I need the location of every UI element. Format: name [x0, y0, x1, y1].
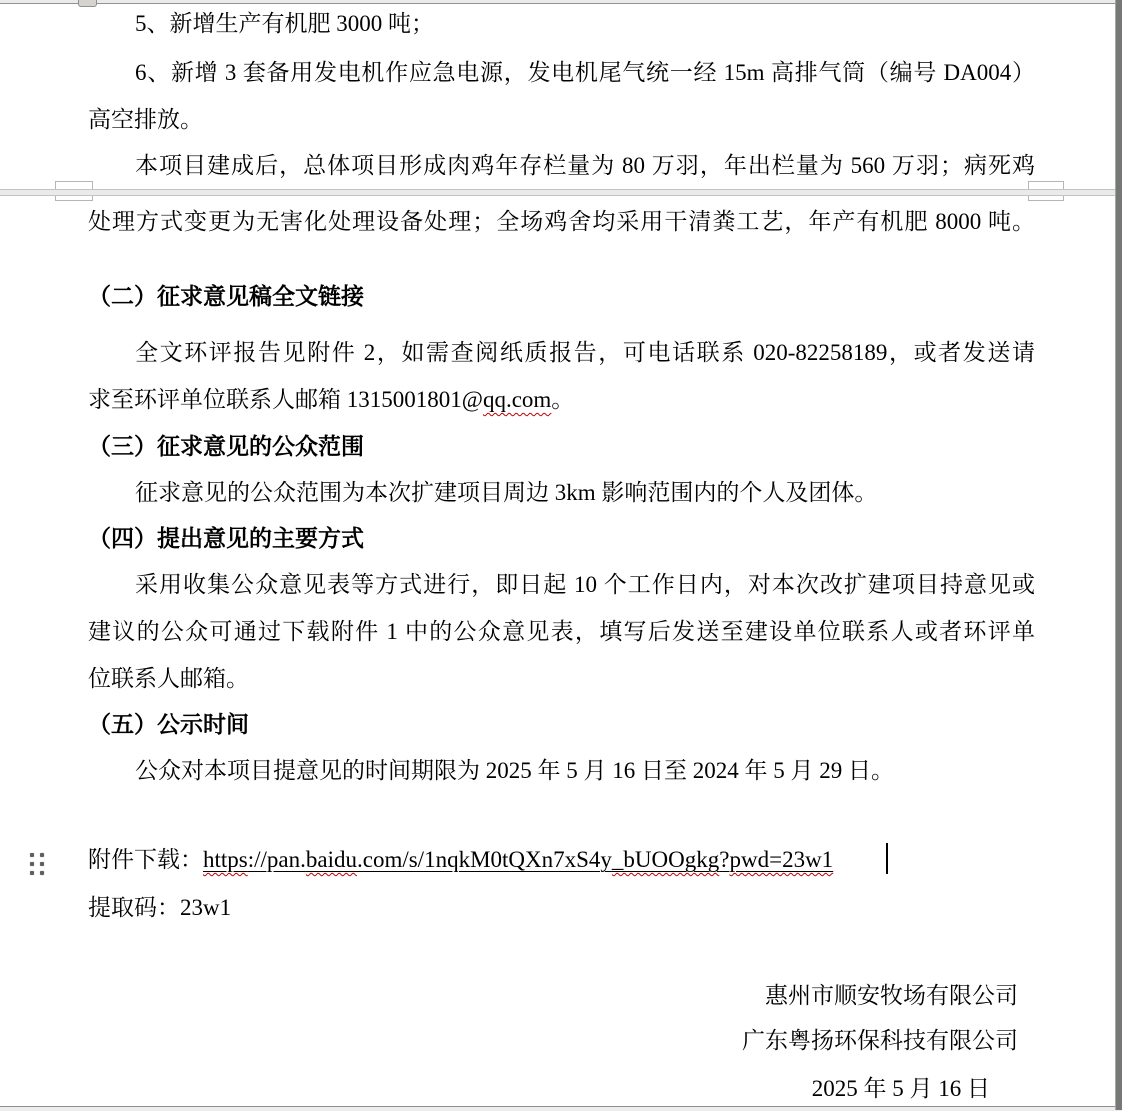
top-page-tab	[78, 0, 97, 7]
paragraph-line: 位联系人邮箱。	[88, 666, 249, 691]
text-cursor	[886, 843, 888, 874]
url-segment: ://pan.	[247, 847, 306, 872]
paragraph-line: 高空排放。	[88, 107, 203, 132]
drag-handle-dot	[40, 853, 44, 857]
signature-company-1: 惠州市顺安牧场有限公司	[765, 983, 1018, 1008]
drag-handle-dot	[30, 871, 34, 875]
section-heading-2: （二）征求意见稿全文链接	[88, 284, 364, 309]
paragraph-drag-handle[interactable]	[30, 853, 44, 875]
email-domain-misspell: qq.com	[482, 387, 552, 412]
email-text-pre: 求至环评单位联系人邮箱 1315001801@	[88, 387, 483, 412]
attachment-link[interactable]	[203, 847, 833, 872]
paragraph-line: 全文环评报告见附件 2，如需查阅纸质报告，可电话联系 020-82258189，或者发送请	[135, 340, 1035, 365]
drag-handle-dot	[30, 853, 34, 857]
section-heading-5: （五）公示时间	[88, 712, 249, 737]
paragraph-line: 公众对本项目提意见的时间期限为 2025 年 5 月 16 日至 2024 年 5 月 29 日。	[135, 758, 894, 783]
top-window-edge	[0, 0, 1122, 4]
paragraph-line: 建议的公众可通过下载附件 1 中的公众意见表，填写后发送至建设单位联系人或者环评单	[88, 619, 1035, 644]
page-break-gap	[0, 189, 1116, 196]
drag-handle-dot	[40, 871, 44, 875]
section-heading-3: （三）征求意见的公众范围	[88, 434, 364, 459]
attachment-download-line	[88, 844, 1035, 876]
paragraph-line: 采用收集公众意见表等方式进行，即日起 10 个工作日内，对本次改扩建项目持意见或	[135, 572, 1035, 597]
url-segment: https	[203, 847, 248, 872]
paragraph-line-email	[88, 384, 1035, 416]
attachment-label: 附件下载：	[88, 847, 203, 872]
drag-handle-dot	[30, 862, 34, 866]
section-heading-4: （四）提出意见的主要方式	[88, 526, 364, 551]
signature-company-2: 广东粤扬环保科技有限公司	[742, 1028, 1018, 1053]
url-segment: pwd=23w1	[729, 847, 834, 872]
drag-handle-dot	[40, 862, 44, 866]
url-segment: baidu	[305, 847, 357, 872]
url-segment: .com/s/1nqkM0tQXn7xS4y	[356, 847, 612, 872]
paragraph-line: 6、新增 3 套备用发电机作应急电源，发电机尾气统一经 15m 高排气筒（编号 DA004）	[135, 60, 1035, 85]
url-segment: _bUOOgkg	[611, 847, 720, 872]
bottom-window-edge	[0, 1106, 1122, 1111]
signature-date: 2025 年 5 月 16 日	[811, 1076, 990, 1101]
paragraph-line: 本项目建成后，总体项目形成肉鸡年存栏量为 80 万羽，年出栏量为 560 万羽；病死鸡	[135, 153, 1035, 178]
paragraph-line: 5、新增生产有机肥 3000 吨；	[135, 11, 434, 36]
url-segment: ?	[719, 847, 730, 872]
email-text-post: 。	[551, 387, 575, 412]
paragraph-line: 征求意见的公众范围为本次扩建项目周边 3km 影响范围内的个人及团体。	[135, 480, 878, 505]
right-window-edge	[1115, 0, 1122, 1110]
extraction-code-line: 提取码：23w1	[88, 895, 232, 920]
paragraph-line: 处理方式变更为无害化处理设备处理；全场鸡舍均采用干清粪工艺，年产有机肥 8000 吨。	[88, 209, 1035, 234]
